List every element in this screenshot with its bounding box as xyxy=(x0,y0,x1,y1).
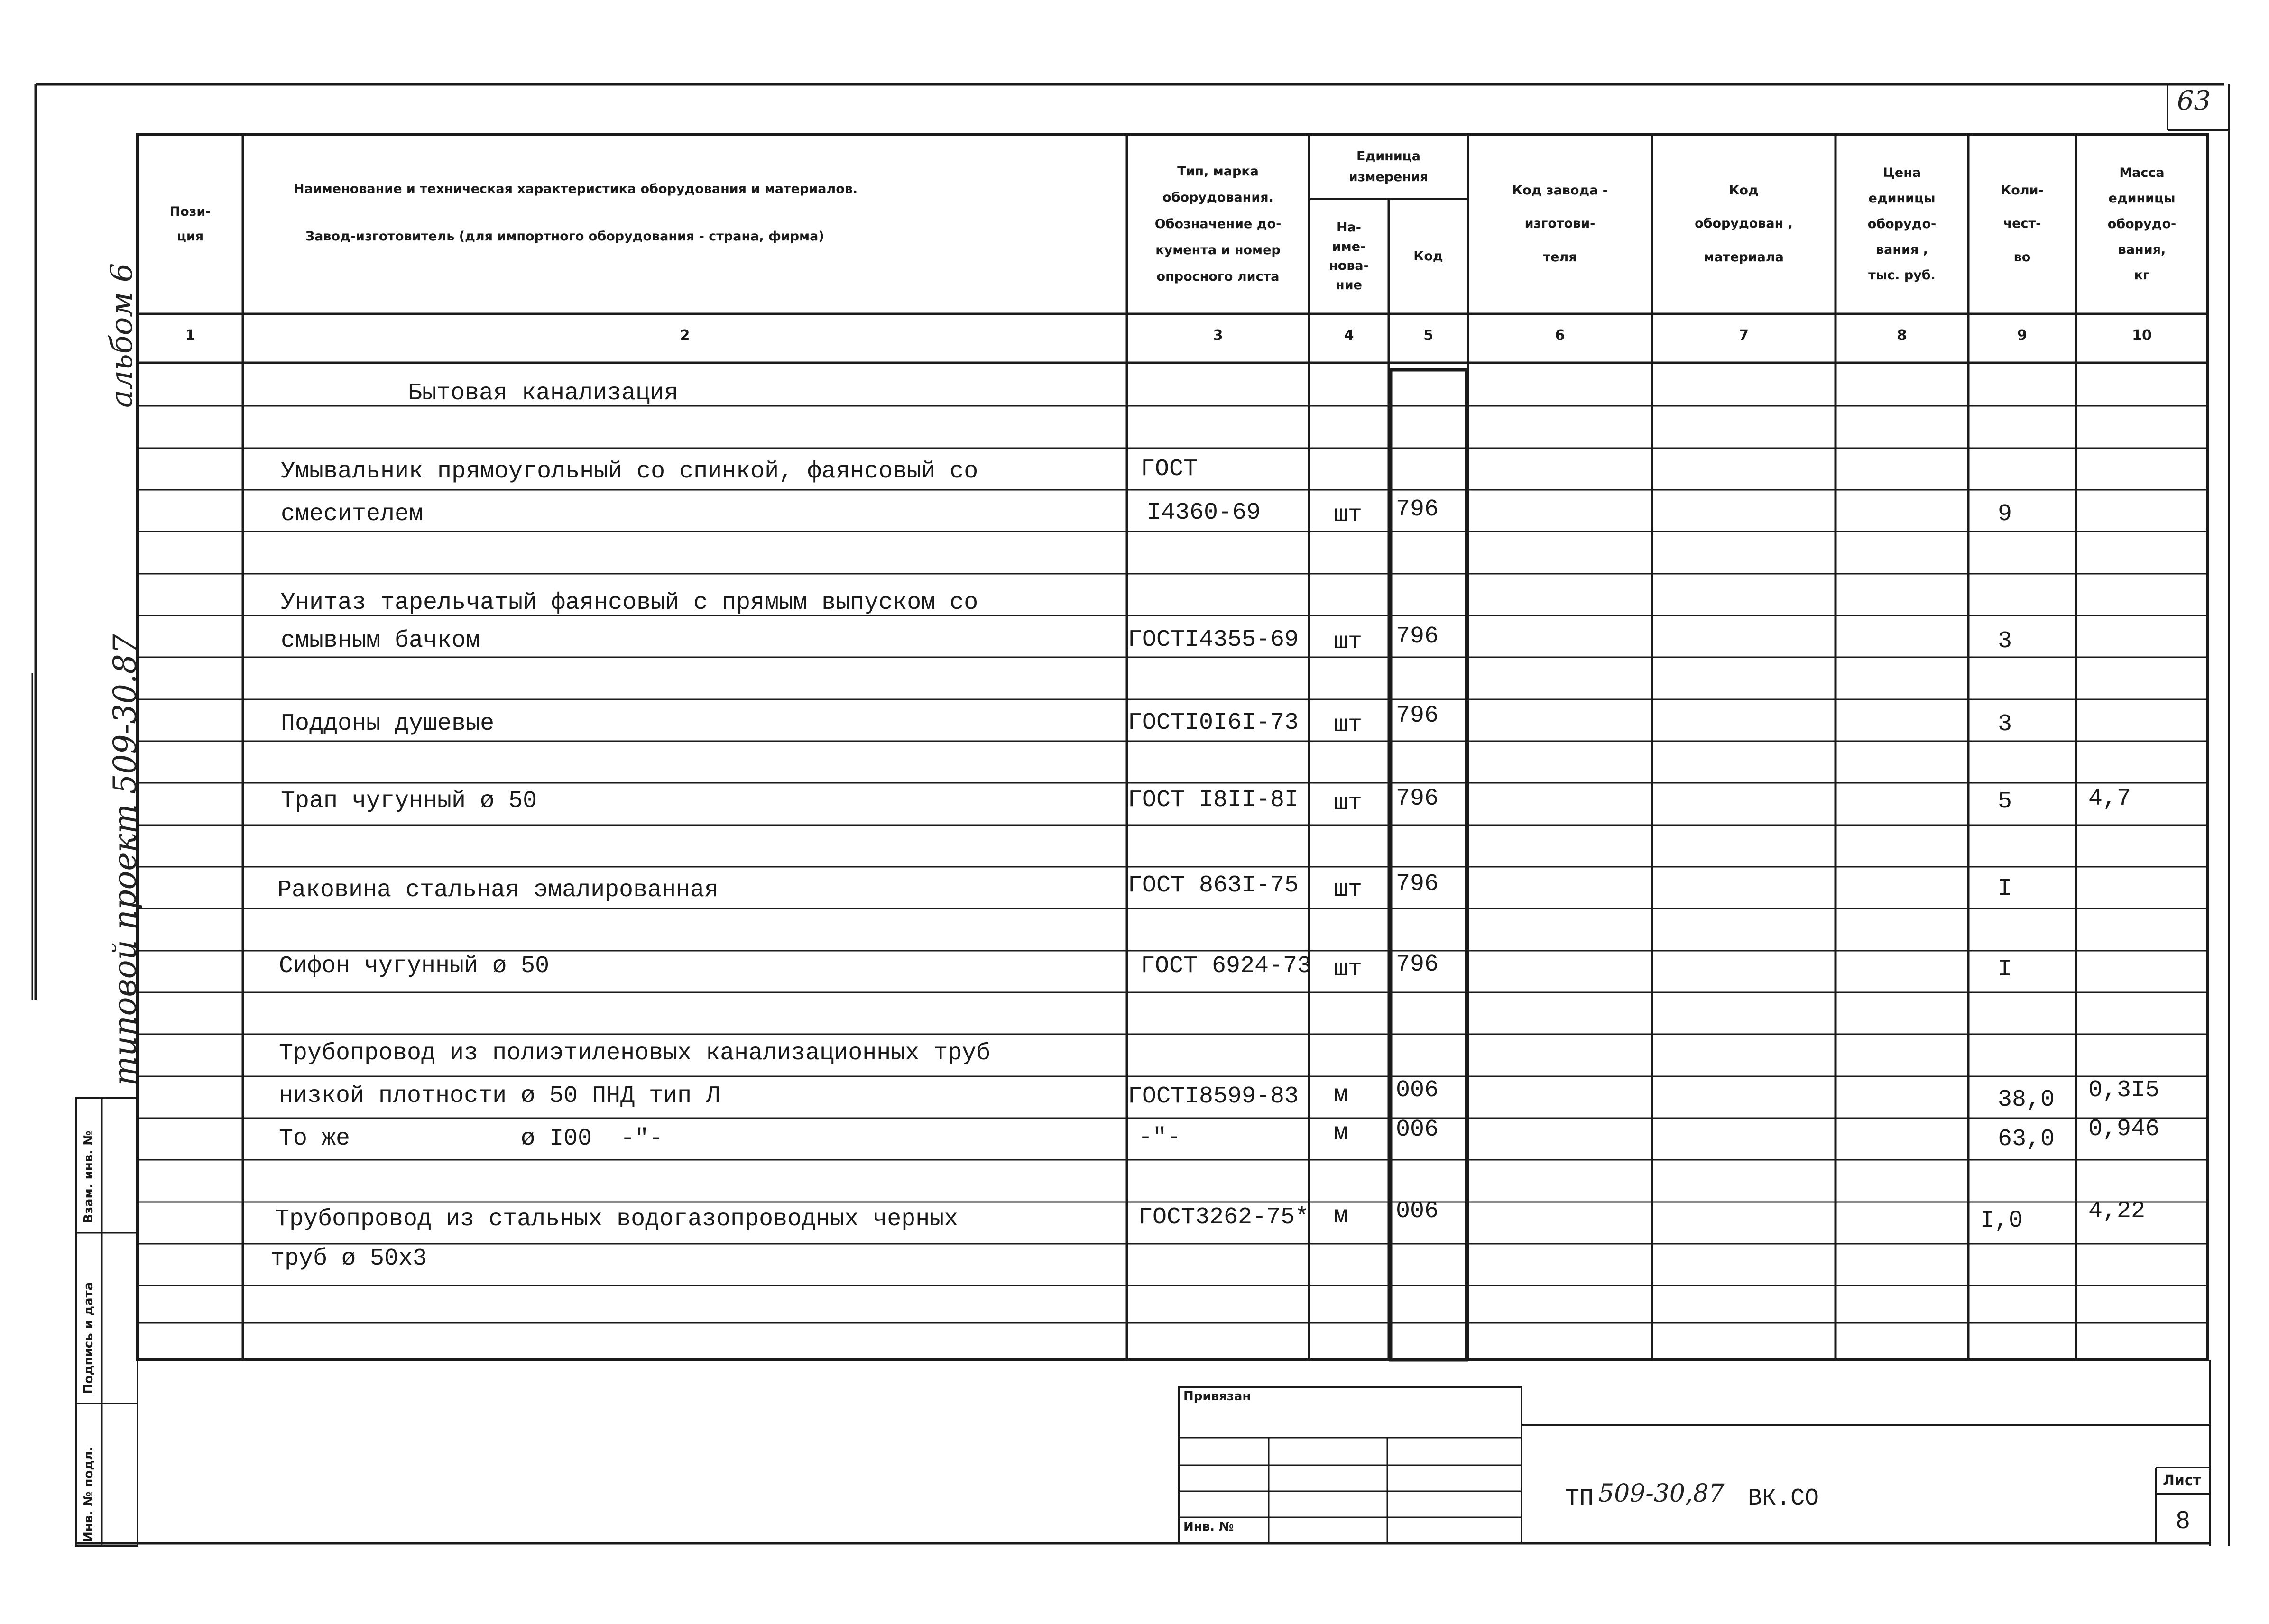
stamp-replaced-inv: Взам. инв. № xyxy=(82,1130,96,1223)
row-doc: I4360-69 xyxy=(1147,499,1261,526)
row-unit: м xyxy=(1334,1082,1348,1109)
album-label: альбом 6 xyxy=(104,263,139,408)
row-name: Умывальник прямоугольный со спинкой, фаянсовый со xyxy=(281,458,978,485)
row-unit: шт xyxy=(1334,712,1363,739)
header-unit-name: На- име- нова- ние xyxy=(1329,220,1369,293)
column-number: 8 xyxy=(1897,327,1907,344)
header-name-line2: Завод-изготовитель (для импортного оборудования - страна, фирма) xyxy=(305,229,824,244)
sheet-label: Лист xyxy=(2163,1472,2202,1489)
row-qty: 3 xyxy=(1998,628,2012,655)
row-name: Сифон чугунный ø 50 xyxy=(279,953,550,980)
row-code: 796 xyxy=(1396,496,1439,523)
header-unit-mass: Масса единицы оборудо- вания, кг xyxy=(2107,165,2177,283)
row-mass: 4,7 xyxy=(2088,785,2131,812)
row-code: 006 xyxy=(1396,1077,1439,1104)
header-name xyxy=(244,135,1126,313)
row-code: 796 xyxy=(1396,702,1439,729)
row-doc: ГОСТ I8II-8I xyxy=(1128,787,1299,814)
section-title: Бытовая канализация xyxy=(408,380,679,407)
row-doc: ГОСТI8599-83 xyxy=(1128,1083,1299,1110)
row-name: Трубопровод из стальных водогазопроводных черных xyxy=(275,1206,959,1233)
header-manufacturer-code: Код завода - изготови- теля xyxy=(1512,183,1608,265)
row-name: низкой плотности ø 50 ПНД тип Л xyxy=(279,1083,720,1110)
row-qty: 5 xyxy=(1998,788,2012,815)
row-name: смесителем xyxy=(281,501,424,528)
column-number: 7 xyxy=(1739,327,1749,344)
row-qty: 9 xyxy=(1998,501,2012,528)
header-unit-group: Единица измерения xyxy=(1348,149,1429,184)
column-number: 3 xyxy=(1213,327,1223,344)
row-qty: 3 xyxy=(1998,711,2012,738)
row-unit: м xyxy=(1334,1119,1348,1147)
binding-attached-label: Привязан xyxy=(1183,1389,1251,1404)
row-unit: шт xyxy=(1334,876,1363,903)
row-unit: шт xyxy=(1334,502,1363,529)
row-name: То же ø I00 -"- xyxy=(279,1125,664,1152)
row-qty: I xyxy=(1998,875,2012,902)
row-code: 796 xyxy=(1396,951,1439,978)
header-unit-code: Код xyxy=(1413,249,1443,264)
row-mass: 4,22 xyxy=(2088,1198,2146,1225)
column-number: 6 xyxy=(1555,327,1565,344)
row-doc: ГОСТ 863I-75 xyxy=(1128,872,1299,899)
header-equipment-code: Код оборудован , материала xyxy=(1695,183,1793,265)
header-position: Пози- ция xyxy=(169,204,211,244)
row-name: Трубопровод из полиэтиленовых канализационных труб xyxy=(279,1040,991,1067)
row-doc: ГОСТI0I6I-73 xyxy=(1128,709,1299,736)
row-unit: шт xyxy=(1334,790,1363,817)
row-name: Трап чугунный ø 50 xyxy=(281,788,537,815)
row-qty: I xyxy=(1998,956,2012,983)
stamp-original-inv: Инв. № подл. xyxy=(82,1446,96,1542)
column-number: 5 xyxy=(1423,327,1433,344)
stamp-signature-date: Подпись и дата xyxy=(82,1282,96,1394)
designation-prefix: ТП xyxy=(1565,1485,1594,1512)
row-doc: ГОСТI4355-69 xyxy=(1128,626,1299,653)
row-doc: -"- xyxy=(1138,1124,1181,1151)
designation-suffix: ВК.СО xyxy=(1748,1485,1819,1512)
column-number: 10 xyxy=(2132,327,2152,344)
column-number: 4 xyxy=(1344,327,1354,344)
header-unit-price: Цена единицы оборудо- вания , тыс. руб. xyxy=(1867,165,1937,283)
row-code: 796 xyxy=(1396,623,1439,650)
row-qty: I,0 xyxy=(1980,1207,2023,1234)
row-name: Раковина стальная эмалированная xyxy=(277,877,719,904)
row-name: Поддоны душевые xyxy=(281,710,495,737)
column-number: 9 xyxy=(2017,327,2027,344)
row-qty: 38,0 xyxy=(1998,1086,2055,1113)
header-name-line1: Наименование и техническая характеристика оборудования и материалов. xyxy=(294,182,858,196)
header-quantity: Коли- чест- во xyxy=(2001,183,2044,265)
row-qty: 63,0 xyxy=(1998,1126,2055,1153)
row-mass: 0,946 xyxy=(2088,1116,2160,1143)
column-number: 2 xyxy=(680,327,690,344)
row-doc: ГОСТ 6924-73 xyxy=(1141,953,1312,980)
row-name: труб ø 50х3 xyxy=(270,1245,427,1272)
row-doc: ГОСТ3262-75* xyxy=(1138,1204,1310,1231)
row-unit: шт xyxy=(1334,956,1363,983)
row-unit: шт xyxy=(1334,629,1363,656)
row-unit: м xyxy=(1334,1202,1348,1229)
row-code: 006 xyxy=(1396,1116,1439,1143)
designation-number: 509-30,87 xyxy=(1598,1479,1725,1508)
row-mass: 0,3I5 xyxy=(2088,1077,2160,1104)
binding-inv-label: Инв. № xyxy=(1183,1520,1234,1534)
header-type-doc: Тип, марка оборудования. Обозначение до- кумента и номер опросного листа xyxy=(1154,164,1282,284)
row-name: Унитаз тарельчатый фаянсовый с прямым выпуском со xyxy=(281,589,978,616)
row-code: 006 xyxy=(1396,1198,1439,1225)
sheet-number: 8 xyxy=(2176,1506,2190,1534)
row-name: смывным бачком xyxy=(281,627,480,654)
column-number: 1 xyxy=(185,327,195,344)
row-code: 796 xyxy=(1396,785,1439,812)
project-label: типовой проект 509-30.87 xyxy=(107,634,143,1086)
row-code: 796 xyxy=(1396,871,1439,898)
sheet-corner-number: 63 xyxy=(2177,85,2211,116)
row-doc: ГОСТ xyxy=(1141,456,1198,483)
